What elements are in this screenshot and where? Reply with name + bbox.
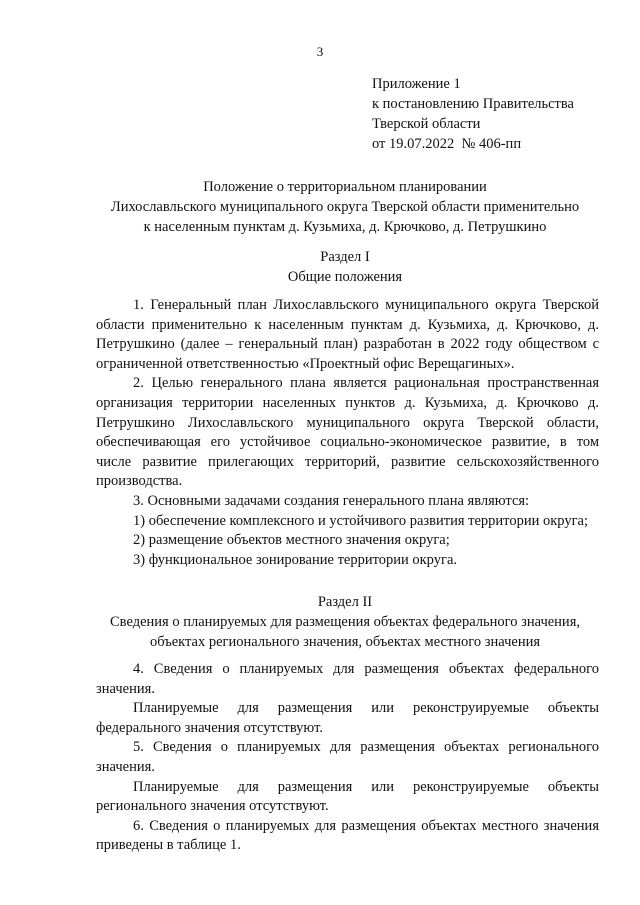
section-heading: Раздел I bbox=[320, 249, 370, 265]
section-subheading: Общие положения bbox=[287, 269, 403, 285]
section1-header bbox=[90, 247, 600, 287]
paragraph: 3) функциональное зонирование территории округа. bbox=[133, 551, 457, 568]
appendix-line: к постановлению Правительства bbox=[372, 96, 574, 112]
appendix-block bbox=[372, 74, 574, 154]
section2-body bbox=[96, 660, 599, 856]
appendix-line: от 19.07.2022 № 406-пп bbox=[372, 136, 522, 152]
section-subheading: объектах регионального значения, объектах местного значения bbox=[149, 634, 541, 650]
page-number: 3 bbox=[316, 44, 324, 59]
paragraph: 2. Целью генерального плана является рациональная пространственная организация территории населенных пунктов д. Кузьмиха, д. Крючково д. Петрушкино Лихославльского муниципального округа Тверской области, обеспечивающая его устойчивое социально-экономическое развитие, в том числе развитие прилегающих территорий, развитие сельскохозяйственного производства. bbox=[96, 375, 599, 490]
paragraph: 6. Сведения о планируемых для размещения объектах местного значения приведены в таблице 1. bbox=[96, 817, 599, 854]
section-subheading: Сведения о планируемых для размещения объектах федерального значения, bbox=[110, 614, 580, 630]
title-line: Лихославльского муниципального округа Тверской области применительно bbox=[110, 199, 580, 215]
paragraph: 5. Сведения о планируемых для размещения объектах регионального значения. bbox=[96, 739, 599, 775]
appendix-line: Тверской области bbox=[372, 116, 481, 132]
section2-header bbox=[90, 592, 600, 652]
paragraph: Планируемые для размещения или реконструируемые объекты федерального значения отсутствуют. bbox=[96, 700, 599, 736]
paragraph: 4. Сведения о планируемых для размещения объектах федерального значения. bbox=[96, 661, 599, 697]
section1-body bbox=[96, 296, 599, 570]
paragraph: 1. Генеральный план Лихославльского муниципального округа Тверской области применительно к населенным пунктам д. Кузьмиха, д. Крючково, д. Петрушкино (далее – генеральный план) разработан в 2022 году обществом с ограниченной ответственностью «Проектный офис Верещагиных». bbox=[96, 297, 599, 372]
title-line: Положение о территориальном планировании bbox=[203, 179, 487, 195]
title-line: к населенным пунктам д. Кузьмиха, д. Крючково, д. Петрушкино bbox=[143, 219, 547, 235]
paragraph: Планируемые для размещения или реконструируемые объекты регионального значения отсутствуют. bbox=[96, 778, 599, 815]
section-heading: Раздел II bbox=[317, 594, 373, 610]
paragraph: 2) размещение объектов местного значения округа; bbox=[133, 532, 450, 549]
document-title bbox=[90, 177, 600, 237]
paragraph: 3. Основными задачами создания генерального плана являются: bbox=[133, 492, 530, 509]
appendix-line: Приложение 1 bbox=[372, 76, 461, 92]
paragraph: 1) обеспечение комплексного и устойчивого развития территории округа; bbox=[133, 512, 588, 529]
